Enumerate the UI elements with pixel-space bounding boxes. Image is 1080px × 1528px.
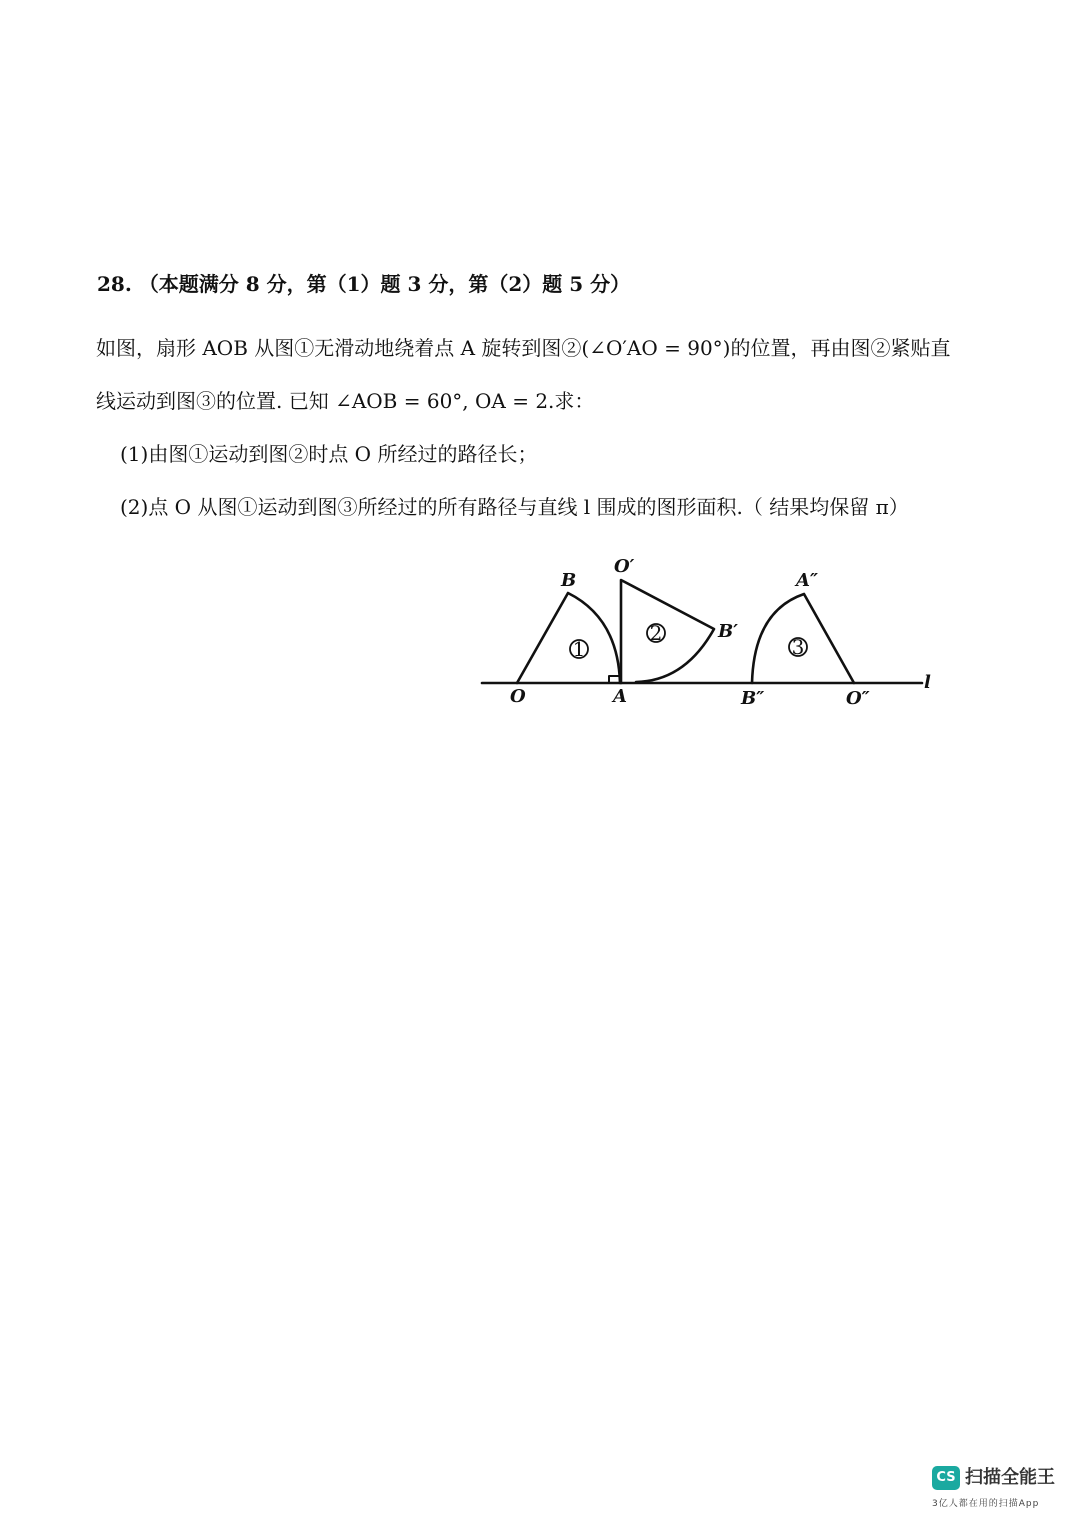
- scanner-watermark: [930, 1466, 1070, 1516]
- question-stem-line-2: 线运动到图③的位置. 已知 ∠AOB = 60°, OA = 2.求：: [96, 389, 595, 413]
- label-A-double-prime: A″: [796, 570, 819, 591]
- label-B-double-prime: B″: [741, 688, 765, 709]
- scanner-slogan: 3亿人都在用的扫描App: [932, 1499, 1040, 1509]
- label-line-l: l: [924, 672, 931, 693]
- region-1-label: 1: [572, 637, 586, 661]
- question-part-2: (2)点 O 从图①运动到图③所经过的所有路径与直线 l 围成的图形面积.（ 结果均保留 π）: [120, 495, 909, 519]
- question-part-1: (1)由图①运动到图②时点 O 所经过的路径长；: [120, 442, 538, 466]
- question-stem-line-1: 如图，扇形 AOB 从图①无滑动地绕着点 A 旋转到图②(∠O′AO = 90°)的位置，再由图②紧贴直: [96, 336, 951, 360]
- scanner-app-name: 扫描全能王: [965, 1467, 1055, 1488]
- label-O-prime: O′: [614, 556, 635, 577]
- sector-rotation-figure: [470, 548, 950, 718]
- label-B: B: [561, 570, 577, 591]
- label-A: A: [613, 686, 627, 707]
- sector-1: [517, 593, 620, 683]
- label-B-prime: B′: [718, 621, 738, 642]
- label-O: O: [510, 686, 526, 707]
- sector-2: [621, 580, 714, 683]
- region-3-label: 3: [791, 635, 805, 659]
- scanner-logo-icon: CS: [932, 1466, 960, 1490]
- region-2-label: 2: [649, 621, 663, 645]
- question-title: 28. （本题满分 8 分，第（1）题 3 分，第（2）题 5 分）: [97, 272, 631, 296]
- label-O-double-prime: O″: [846, 688, 870, 709]
